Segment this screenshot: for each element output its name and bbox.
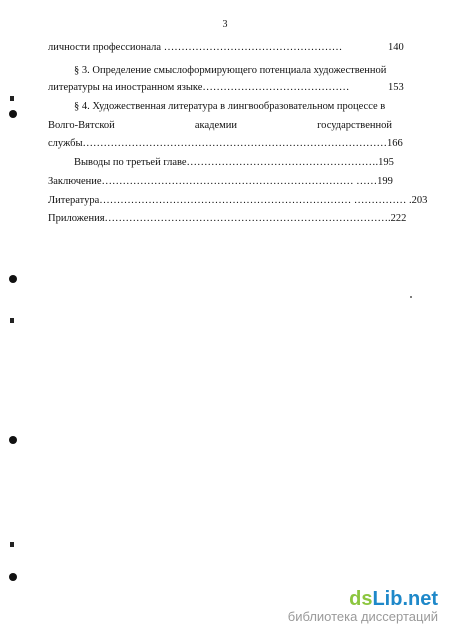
scan-speck [410,296,412,298]
toc-line: литературы на иностранном языке…………………………………… 153 [48,82,404,93]
binding-mark [10,96,14,101]
punch-hole [9,436,17,444]
watermark [288,588,438,624]
toc-line: Выводы по третьей главе……………………………………………….195 [74,157,394,168]
toc-line: Приложения……………………………………………………………………….222 [48,213,407,224]
toc-line: § 3. Определение смыслоформирующего потенциала художественной [74,65,387,76]
toc-page-number: 153 [388,82,404,93]
toc-line: Литература……………………………………………………………… …………… .203 [48,195,428,206]
toc-line: Заключение……………………………………………………………… ……199 [48,176,393,187]
binding-mark [10,542,14,547]
punch-hole [9,275,17,283]
punch-hole [9,110,17,118]
toc-line: личности профессионала …………………………………………… 140 [48,42,404,53]
page-number: 3 [222,19,228,30]
toc-line: Волго-Вятской академии государственной [48,120,392,131]
toc-page-number: 140 [388,42,404,53]
binding-mark [10,318,14,323]
toc-line: службы……………………………………………………………………………166 [48,138,403,149]
watermark-logo: dsLib.net [349,588,438,610]
watermark-subtitle: библиотека диссертаций [287,609,438,624]
toc-line: § 4. Художественная литература в лингвообразовательном процессе в [74,101,386,112]
punch-hole [9,573,17,581]
